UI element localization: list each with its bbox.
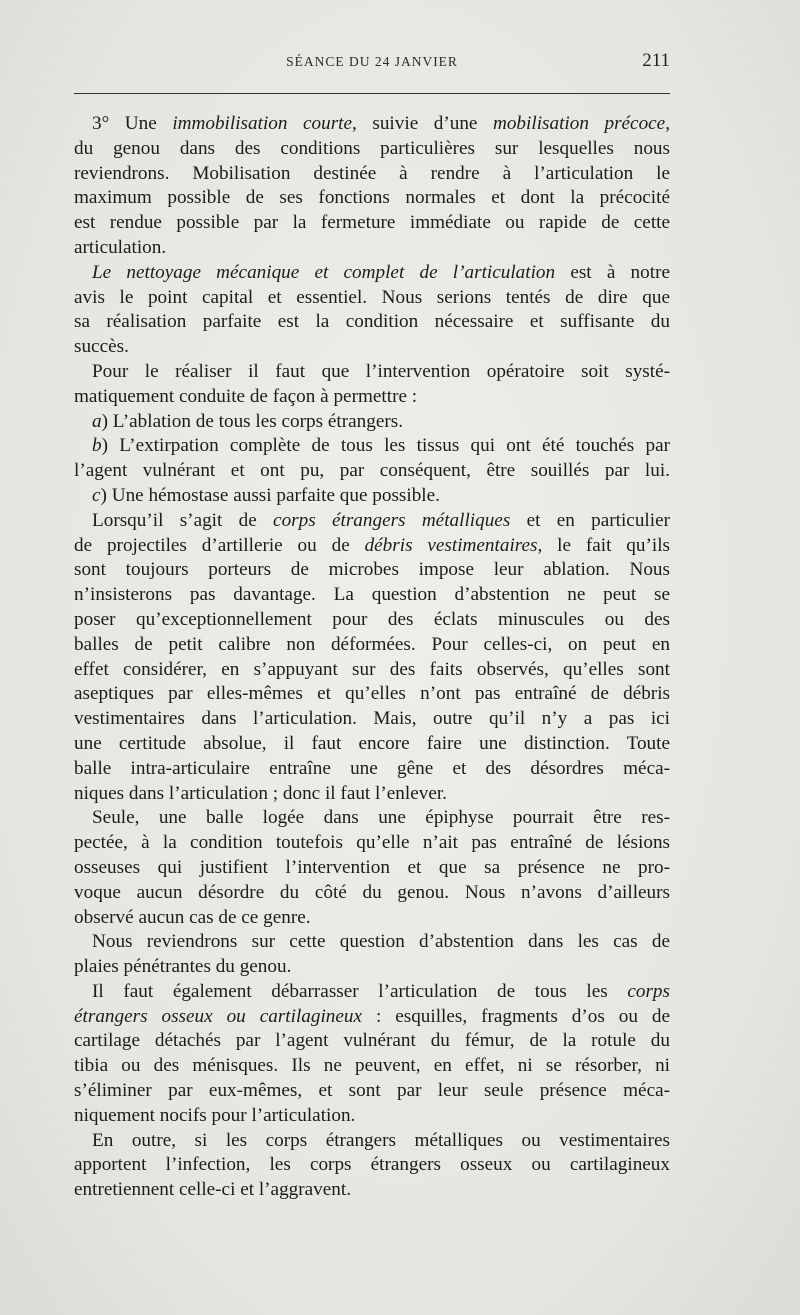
text-segment: poser qu’exceptionnellement pour des éclats minuscules ou des	[74, 608, 670, 630]
text-segment: balles de petit calibre non déformées. Pour celles-ci, on peut en	[74, 633, 670, 655]
text-segment: est à notre	[555, 261, 670, 283]
text-segment: et en particulier	[510, 509, 670, 531]
text-segment: aseptiques par elles-mêmes et qu’elles n’ont pas entraîné de débris	[74, 683, 670, 705]
text-segment: apportent l’infection, les corps étrangers osseux ou cartilagineux	[74, 1154, 670, 1176]
text-segment: voque aucun désordre du côté du genou. Nous n’avons d’ailleurs	[74, 881, 670, 903]
italic-text: immobilisation courte	[172, 113, 353, 134]
text-line	[74, 1104, 670, 1129]
text-segment: 3° Une	[92, 113, 173, 134]
text-segment: maximum possible de ses fonctions normales et dont la précocité	[74, 187, 670, 209]
header-rule	[74, 93, 670, 94]
text-segment: de projectiles d’artillerie ou de	[74, 534, 365, 556]
text-line	[74, 782, 670, 807]
page-number: 211	[642, 50, 670, 71]
text-line	[74, 1029, 670, 1054]
text-segment: l’agent vulnérant et ont pu, par conséquent, être souillés par lui.	[74, 460, 670, 482]
text-segment: plaies pénétrantes du genou.	[74, 956, 292, 978]
text-segment: reviendrons. Mobilisation destinée à rendre à l’articulation le	[74, 162, 670, 184]
text-segment: , le fait qu’ils	[537, 534, 670, 556]
text-segment: matiquement conduite de façon à permettre :	[74, 385, 418, 407]
text-segment: observé aucun cas de ce genre.	[74, 906, 311, 928]
text-segment: osseuses qui justifient l’intervention et que sa présence ne pro-	[74, 856, 670, 878]
text-segment: s’éliminer par eux-mêmes, et sont par leur seule présence méca-	[74, 1080, 670, 1102]
text-line	[74, 757, 670, 782]
text-segment: avis le point capital et essentiel. Nous serions tentés de dire que	[74, 286, 670, 308]
text-line	[74, 236, 670, 261]
italic-text: c	[92, 484, 101, 506]
text-line	[74, 137, 670, 162]
text-segment: ,	[665, 113, 670, 134]
text-line	[74, 955, 670, 980]
text-line	[74, 633, 670, 658]
text-segment: n’insisterons pas davantage. La question d’abstention ne peut se	[74, 584, 670, 606]
text-line	[74, 906, 670, 931]
text-segment: , suivie d’une	[352, 113, 493, 134]
text-line	[74, 1129, 670, 1154]
text-segment: ) L’extirpation complète de tous les tissus qui ont été touchés par	[101, 435, 670, 457]
text-segment: articulation.	[74, 236, 167, 258]
page-header	[74, 50, 670, 78]
text-line	[74, 583, 670, 608]
text-segment: une certitude absolue, il faut encore faire une distinction. Toute	[74, 732, 670, 754]
text-line	[74, 1178, 670, 1203]
text-line	[74, 658, 670, 683]
italic-text: corps étrangers métalliques	[273, 509, 511, 531]
text-segment: En outre, si les corps étrangers métalliques ou vestimentaires	[92, 1129, 670, 1151]
text-segment: Nous reviendrons sur cette question d’abstention dans les cas de	[92, 931, 670, 953]
text-segment: succès.	[74, 336, 129, 358]
text-line	[74, 980, 670, 1005]
text-segment: ) L’ablation de tous les corps étrangers.	[101, 410, 403, 432]
text-line	[74, 335, 670, 360]
italic-text: débris vestimentaires	[364, 534, 538, 556]
body-text	[74, 112, 670, 1203]
text-line	[74, 459, 670, 484]
italic-text: mobilisation précoce	[492, 113, 666, 134]
text-segment: sont toujours porteurs de microbes impose leur ablation. Nous	[74, 559, 670, 581]
text-line	[74, 211, 670, 236]
text-segment: Lorsqu’il s’agit de	[92, 509, 274, 531]
text-line	[74, 509, 670, 534]
text-segment: Pour le réaliser il faut que l’intervention opératoire soit systé-	[92, 360, 670, 382]
text-line	[74, 831, 670, 856]
text-line	[74, 310, 670, 335]
text-segment: tibia ou des ménisques. Ils ne peuvent, en effet, ni se résorber, ni	[74, 1055, 670, 1077]
text-segment: est rendue possible par la fermeture immédiate ou rapide de cette	[74, 212, 670, 234]
text-line	[74, 186, 670, 211]
text-segment: sa réalisation parfaite est la condition nécessaire et suffisante du	[74, 311, 670, 333]
text-segment: Il faut également débarrasser l’articulation de tous les	[92, 980, 628, 1002]
text-line	[74, 484, 670, 509]
text-segment: cartilage détachés par l’agent vulnérant du fémur, de la rotule du	[74, 1030, 670, 1052]
text-line	[74, 286, 670, 311]
text-line	[74, 1079, 670, 1104]
text-line	[74, 608, 670, 633]
text-line	[74, 434, 670, 459]
text-line	[74, 261, 670, 286]
italic-text: a	[92, 410, 102, 432]
text-line	[74, 930, 670, 955]
text-line	[74, 558, 670, 583]
text-segment: vestimentaires dans l’articulation. Mais, outre qu’il n’y a pas ici	[74, 708, 670, 730]
text-segment: : esquilles, fragments d’os ou de	[362, 1005, 670, 1027]
text-line	[74, 1054, 670, 1079]
running-title: SÉANCE DU 24 JANVIER	[286, 54, 458, 69]
text-line	[74, 410, 670, 435]
text-segment: niquement nocifs pour l’articulation.	[74, 1104, 356, 1126]
text-segment: ) Une hémostase aussi parfaite que possible.	[100, 484, 440, 506]
text-line	[74, 856, 670, 881]
text-line	[74, 881, 670, 906]
text-line	[74, 1153, 670, 1178]
text-line	[74, 385, 670, 410]
text-segment: effet considérer, en s’appuyant sur des faits observés, qu’elles sont	[74, 658, 670, 680]
text-line	[74, 360, 670, 385]
text-segment: niques dans l’articulation ; donc il faut l’enlever.	[74, 782, 447, 804]
italic-text: étrangers osseux ou cartilagineux	[74, 1005, 363, 1027]
text-line	[74, 707, 670, 732]
italic-text: Le nettoyage mécanique et complet de l’articulation	[92, 261, 556, 283]
italic-text: b	[92, 435, 102, 457]
text-line	[74, 806, 670, 831]
text-segment: du genou dans des conditions particulières sur lesquelles nous	[74, 137, 670, 159]
text-line	[74, 682, 670, 707]
italic-text: corps	[627, 980, 670, 1002]
text-line	[74, 534, 670, 559]
text-segment: entretiennent celle-ci et l’aggravent.	[74, 1179, 352, 1201]
text-segment: Seule, une balle logée dans une épiphyse pourrait être res-	[92, 807, 670, 829]
text-segment: pectée, à la condition toutefois qu’elle n’ait pas entraîné de lésions	[74, 832, 670, 854]
text-line	[74, 162, 670, 187]
text-line	[74, 732, 670, 757]
text-line	[74, 112, 670, 137]
text-line	[74, 1005, 670, 1030]
text-segment: balle intra-articulaire entraîne une gêne et des désordres méca-	[74, 757, 670, 779]
